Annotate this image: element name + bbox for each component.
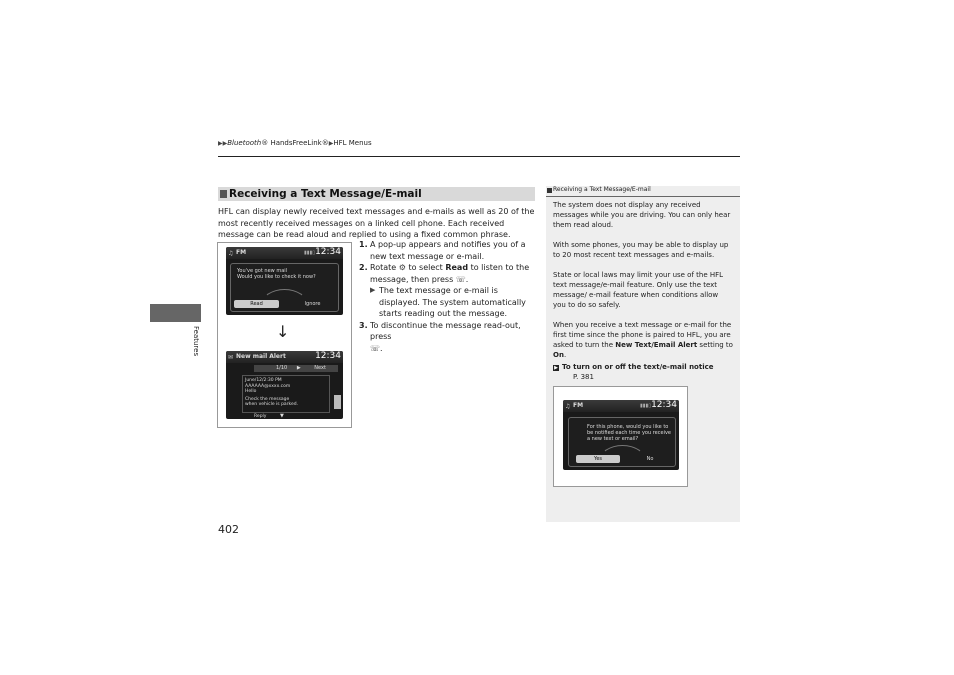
step-number: 2.	[359, 263, 368, 272]
sidebar-heading-text: Receiving a Text Message/E-mail	[553, 186, 651, 193]
section-square-icon	[220, 190, 227, 198]
breadcrumb-sep: ▶	[328, 140, 334, 147]
step-text: .	[465, 274, 469, 284]
screen-mail-detail	[226, 351, 343, 419]
read-button[interactable]: Read	[234, 300, 279, 308]
sidebar-para-2: With some phones, you may be able to display up to 20 most recent text messages and e-mails.	[553, 241, 729, 259]
screen-status-bar-2	[226, 351, 343, 363]
step-text: To discontinue the message read-out, press	[370, 320, 521, 341]
selector-knob-icon: ⚙	[398, 263, 406, 272]
section-intro: HFL can display newly received text messages and e-mails as well as 20 of the most recently received messages on a linked cell phone. Each received message can be read aloud and replied to using a fixed common phrase.	[218, 207, 535, 239]
popup-line-1: You've got new mail	[237, 268, 288, 274]
link-arrow-icon: ▶	[554, 365, 558, 371]
yes-button[interactable]: Yes	[576, 455, 620, 463]
step-text: A pop-up appears and notifies you of a new text message or e-mail.	[370, 240, 526, 261]
result-arrow-icon: ▶	[370, 286, 376, 294]
popup-dialog	[230, 263, 339, 312]
mail-from: AAAAAA@xxxx.com	[245, 383, 291, 389]
mail-body-line-1: Check the message	[245, 396, 290, 402]
screen-status-bar	[226, 247, 343, 259]
link-page[interactable]: P. 381	[573, 373, 594, 381]
step-1	[359, 239, 537, 262]
hang-up-phone-icon: ☏	[370, 343, 381, 353]
notify-line-1: For this phone, would you like to	[587, 424, 669, 430]
section-header	[218, 187, 535, 201]
step-text: to select	[405, 263, 446, 272]
sidebar-rule	[546, 196, 740, 197]
sidebar-text	[553, 200, 733, 382]
mail-subject: Hello	[245, 389, 257, 394]
breadcrumb-hfl: HandsFreeLink	[268, 139, 322, 147]
setting-value: On	[553, 351, 564, 359]
screen-new-mail-popup	[226, 247, 343, 315]
clock-3: 12:34	[651, 400, 677, 410]
step-result-text: The text message or e-mail is displayed. The system automatically starts reading out the message.	[379, 286, 526, 318]
mail-icon: ✉	[228, 354, 234, 361]
step-2	[359, 262, 537, 285]
mail-date: June/12/2:30 PM	[245, 378, 282, 383]
down-arrow-icon: ▼	[280, 413, 284, 419]
registered-mark: ®	[261, 139, 269, 147]
notify-line-3: a new text or email?	[587, 436, 639, 442]
step-text: Rotate	[370, 263, 399, 272]
breadcrumb-arrows: ▶▶	[218, 140, 228, 147]
screen2-title: New mail Alert	[236, 353, 286, 360]
link-text: To turn on or off the text/e-mail notice	[562, 363, 714, 371]
next-button[interactable]: Next	[314, 365, 326, 371]
chapter-label: Features	[192, 326, 200, 357]
registered-mark-2: ®	[321, 139, 329, 147]
sidebar-para-1: The system does not display any received messages while you are driving. You can only hear them read aloud.	[553, 201, 731, 229]
steps-list	[359, 239, 537, 354]
audio-source: FM	[573, 402, 584, 409]
sidebar-text-run: When you receive a text message or e-mail for the first time since the phone is paired to HFL, you are asked to turn the	[553, 321, 732, 349]
music-icon: ♫	[228, 250, 234, 257]
popup-line-2: Would you like to check it now?	[237, 274, 316, 280]
section-title: Receiving a Text Message/E-mail	[229, 188, 422, 200]
figure-notify-setting	[553, 386, 688, 487]
ignore-button[interactable]: Ignore	[304, 301, 321, 307]
header-rule	[218, 156, 740, 157]
setting-name: New Text/Email Alert	[615, 341, 698, 349]
sidebar-text-run: .	[563, 351, 567, 359]
sidebar-text-run: setting to	[697, 341, 733, 349]
step-number: 1.	[359, 240, 368, 249]
page-number: 402	[218, 523, 239, 536]
step-2-result	[359, 285, 537, 320]
step-3	[359, 320, 537, 355]
breadcrumb	[218, 139, 372, 147]
breadcrumb-bluetooth: Bluetooth	[227, 139, 262, 147]
sidebar-para-4	[553, 320, 733, 360]
screen-notify-prompt	[563, 400, 679, 470]
clock: 12:34	[315, 247, 341, 257]
down-arrow-icon-large: ↓	[276, 322, 290, 341]
read-label: Read	[445, 263, 469, 272]
step-number: 3.	[359, 320, 368, 330]
mail-body	[242, 375, 330, 413]
mail-body-line-2: when vehicle is parked.	[245, 402, 299, 407]
pick-up-phone-icon: ☏	[455, 274, 466, 284]
sidebar-para-3: State or local laws may limit your use of the HFL text message/e-mail feature. Only use the text message/ e-mail feature when conditions allow you to do so safely.	[553, 271, 724, 309]
notify-dialog	[568, 417, 676, 467]
screen-status-bar-3	[563, 400, 679, 412]
chapter-tab	[150, 304, 201, 322]
mail-index: 1/10	[276, 365, 288, 371]
mail-nav-bar	[254, 365, 338, 372]
reply-button[interactable]: Reply	[254, 414, 267, 419]
step-text: .	[380, 343, 383, 353]
play-icon[interactable]: ▶	[296, 365, 301, 371]
signal-icon: ▮▮▮▯	[303, 250, 315, 256]
cross-reference-link[interactable]	[553, 362, 733, 372]
scroll-icon[interactable]	[334, 395, 341, 409]
note-icon	[547, 188, 552, 193]
sidebar-heading	[546, 186, 740, 196]
no-button[interactable]: No	[646, 456, 654, 462]
step-text: to listen to the message, then press	[370, 263, 530, 284]
clock-2: 12:34	[315, 351, 341, 361]
signal-icon: ▮▮▮▯	[639, 403, 651, 409]
breadcrumb-hfl-menus: HFL Menus	[333, 139, 372, 147]
notify-line-2: be notified each time you receive	[587, 430, 671, 436]
audio-source: FM	[236, 249, 247, 256]
music-icon: ♫	[565, 403, 571, 410]
